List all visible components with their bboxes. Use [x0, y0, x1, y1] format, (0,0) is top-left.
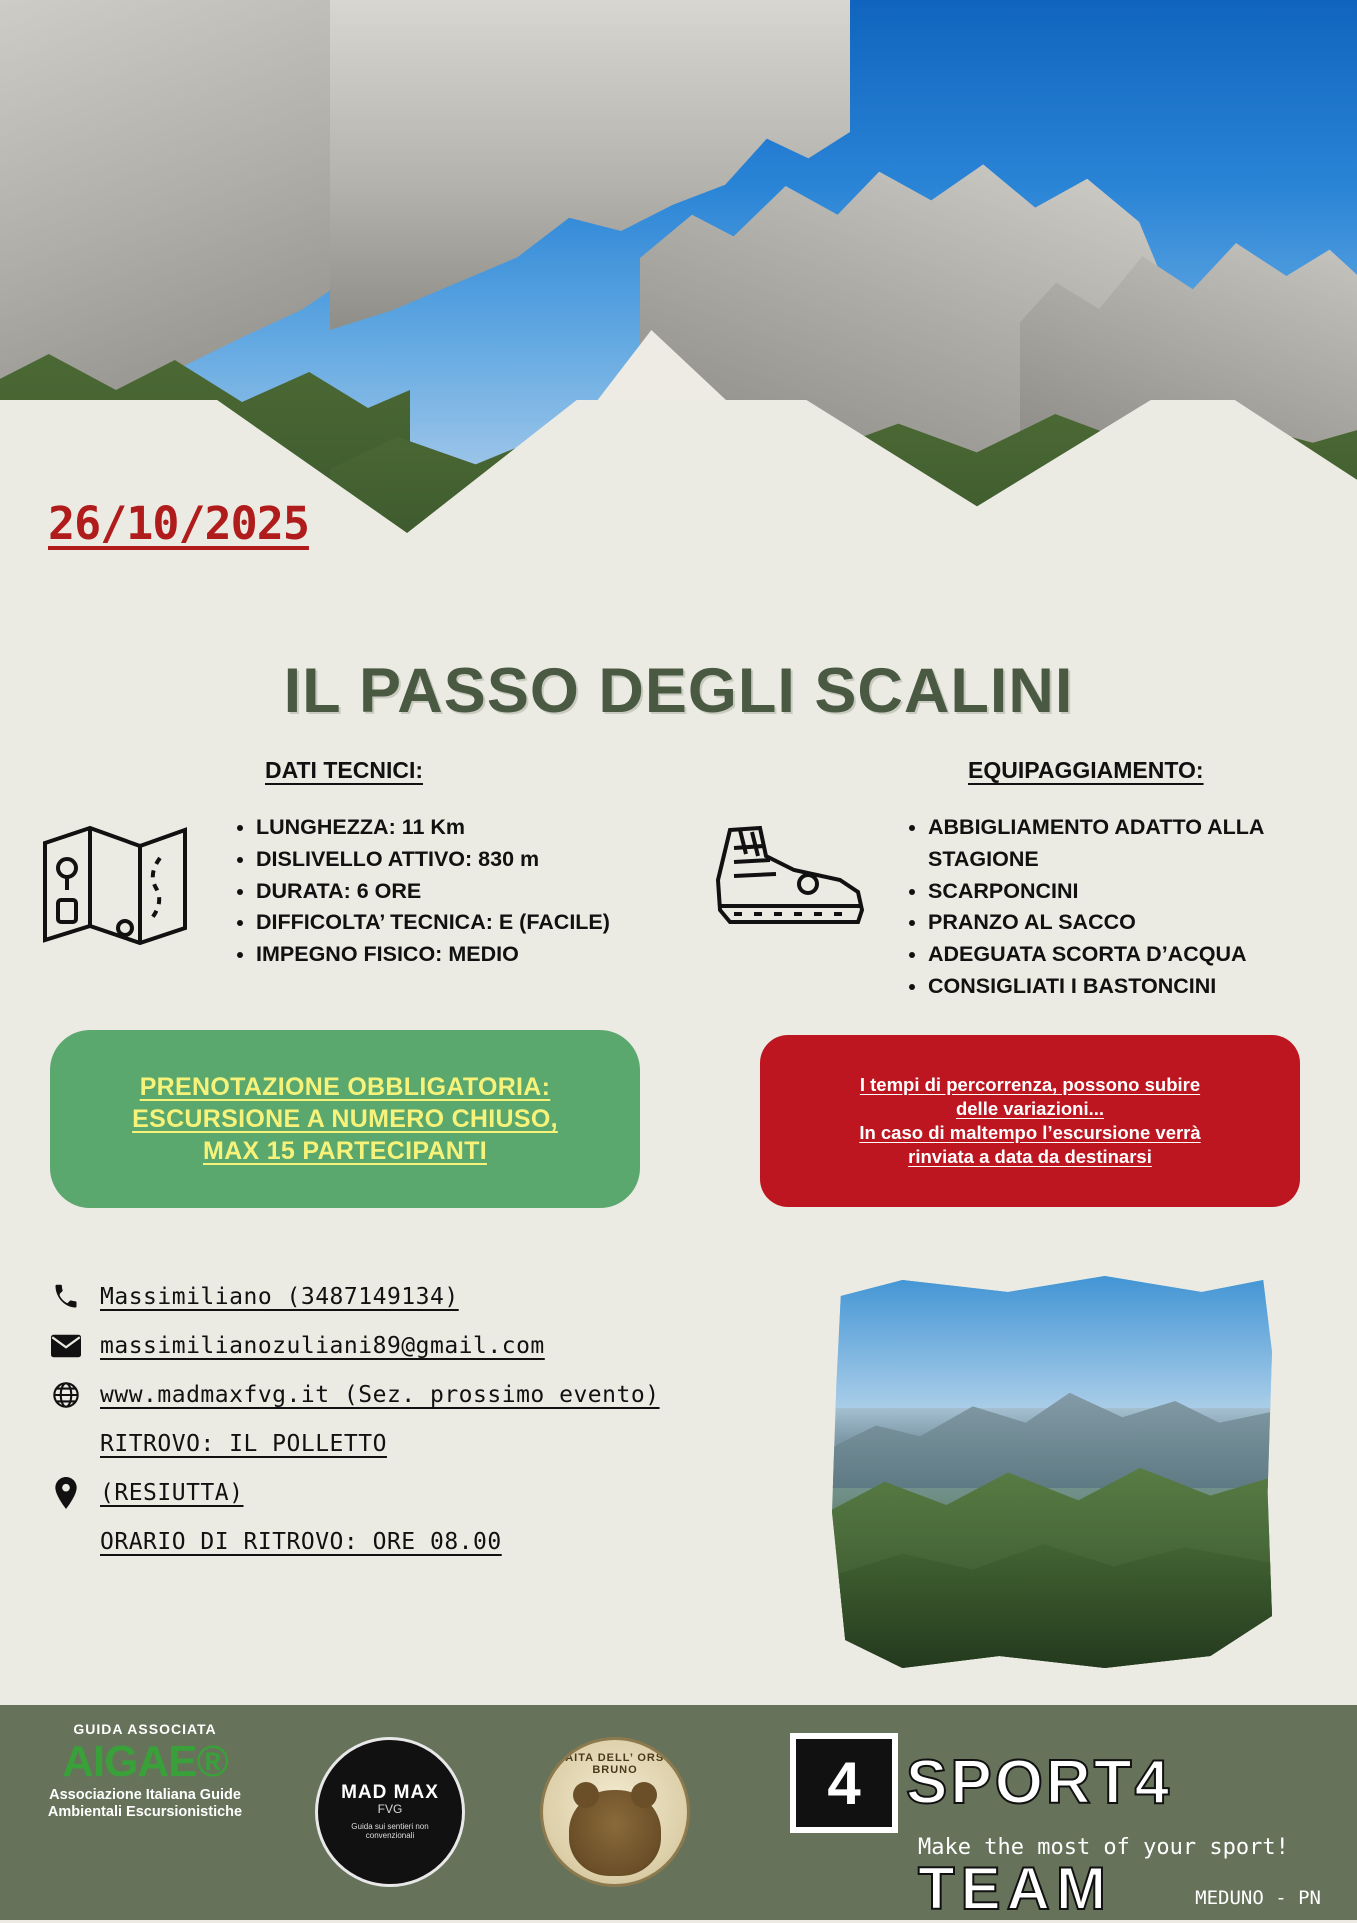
- contact-website-row: [48, 1378, 828, 1412]
- equipment-list: [900, 812, 1300, 1003]
- meeting-point-row-1: [100, 1427, 828, 1461]
- list-item: • DISLIVELLO ATTIVO: 830 m: [256, 844, 648, 876]
- aigae-sub-line-2: Ambientali Escursionistiche: [47, 1803, 243, 1820]
- contact-website[interactable]: www.madmaxfvg.it (Sez. prossimo evento): [100, 1382, 660, 1408]
- logo-aigae: [20, 1721, 270, 1820]
- booking-line-2: ESCURSIONE A NUMERO CHIUSO,: [132, 1104, 558, 1133]
- booking-line-1: PRENOTAZIONE OBBLIGATORIA:: [139, 1072, 551, 1101]
- hiking-boot-icon: [690, 810, 880, 945]
- madmax-tagline: Guida sui sentieri non convenzionali: [351, 1822, 429, 1841]
- list-item: • ADEGUATA SCORTA D’ACQUA: [928, 939, 1300, 971]
- madmax-title: MAD MAX: [341, 1781, 439, 1803]
- sport4-team: TEAM: [918, 1855, 1112, 1922]
- warning-line-2: delle variazioni...: [955, 1098, 1105, 1119]
- sport4-name: SPORT4: [906, 1748, 1173, 1818]
- logo-baita: [540, 1737, 690, 1887]
- warning-line-4: rinviata a data da destinarsi: [908, 1146, 1152, 1167]
- sport4-glyph: 4: [827, 1749, 861, 1817]
- list-item: • ABBIGLIAMENTO ADATTO ALLA STAGIONE: [928, 812, 1300, 876]
- map-icon: [40, 818, 190, 958]
- list-item: • DURATA: 6 ORE: [256, 876, 648, 908]
- meeting-time-row: [100, 1525, 828, 1559]
- list-item: • DIFFICOLTA’ TECNICA: E (FACILE): [256, 907, 648, 939]
- location-pin-icon: [48, 1477, 84, 1509]
- list-item: • PRANZO AL SACCO: [928, 907, 1300, 939]
- meeting-point-line-1: RITROVO: IL POLLETTO: [100, 1431, 387, 1457]
- booking-notice: [50, 1030, 640, 1208]
- list-item: • IMPEGNO FISICO: MEDIO: [256, 939, 648, 971]
- page-title: IL PASSO DEGLI SCALINI: [283, 656, 1074, 726]
- valley-photo-sky: [832, 1272, 1272, 1408]
- equipment-heading: EQUIPAGGIAMENTO:: [968, 757, 1204, 783]
- event-date: 26/10/2025: [48, 497, 309, 550]
- meeting-time: ORARIO DI RITROVO: ORE 08.00: [100, 1529, 502, 1555]
- footer-logo-bar: [0, 1705, 1357, 1920]
- email-icon: [48, 1334, 84, 1358]
- phone-icon: [48, 1283, 84, 1311]
- aigae-name: AIGAE®: [62, 1737, 228, 1786]
- contact-phone[interactable]: Massimiliano (3487149134): [100, 1284, 459, 1310]
- logo-madmax: [315, 1737, 465, 1887]
- list-item: • CONSIGLIATI I BASTONCINI: [928, 971, 1300, 1003]
- valley-photo: [832, 1272, 1272, 1672]
- warning-line-3: In caso di maltempo l’escursione verrà: [859, 1122, 1201, 1143]
- sport4-mark: [790, 1733, 898, 1833]
- technical-heading: DATI TECNICI:: [265, 757, 424, 783]
- bear-icon: [569, 1790, 661, 1876]
- contact-phone-row: [48, 1280, 828, 1314]
- contact-block: [48, 1280, 828, 1574]
- list-item: • SCARPONCINI: [928, 876, 1300, 908]
- globe-icon: [48, 1381, 84, 1409]
- sport4-city: MEDUNO - PN: [1195, 1887, 1321, 1909]
- warning-line-1: I tempi di percorrenza, possono subire: [859, 1074, 1201, 1095]
- technical-list: [228, 812, 648, 971]
- sport4-tagline: Make the most of your sport!: [918, 1835, 1289, 1860]
- contact-email-row: [48, 1329, 828, 1363]
- logo-sport4: [790, 1733, 1335, 1922]
- sport4-main-row: [790, 1733, 1172, 1833]
- warning-notice: [760, 1035, 1300, 1207]
- meeting-point-row-2: [48, 1476, 828, 1510]
- aigae-sub-line-1: Associazione Italiana Guide: [49, 1787, 241, 1803]
- booking-line-3: MAX 15 PARTECIPANTI: [203, 1136, 487, 1165]
- meeting-point-line-2: (RESIUTTA): [100, 1480, 244, 1506]
- contact-email[interactable]: massimilianozuliani89@gmail.com: [100, 1333, 545, 1359]
- madmax-region: FVG: [377, 1802, 403, 1817]
- baita-title: BAITA DELL’ ORSO BRUNO: [556, 1752, 674, 1776]
- aigae-top-label: GUIDA ASSOCIATA: [73, 1721, 217, 1737]
- list-item: • LUNGHEZZA: 11 Km: [256, 812, 648, 844]
